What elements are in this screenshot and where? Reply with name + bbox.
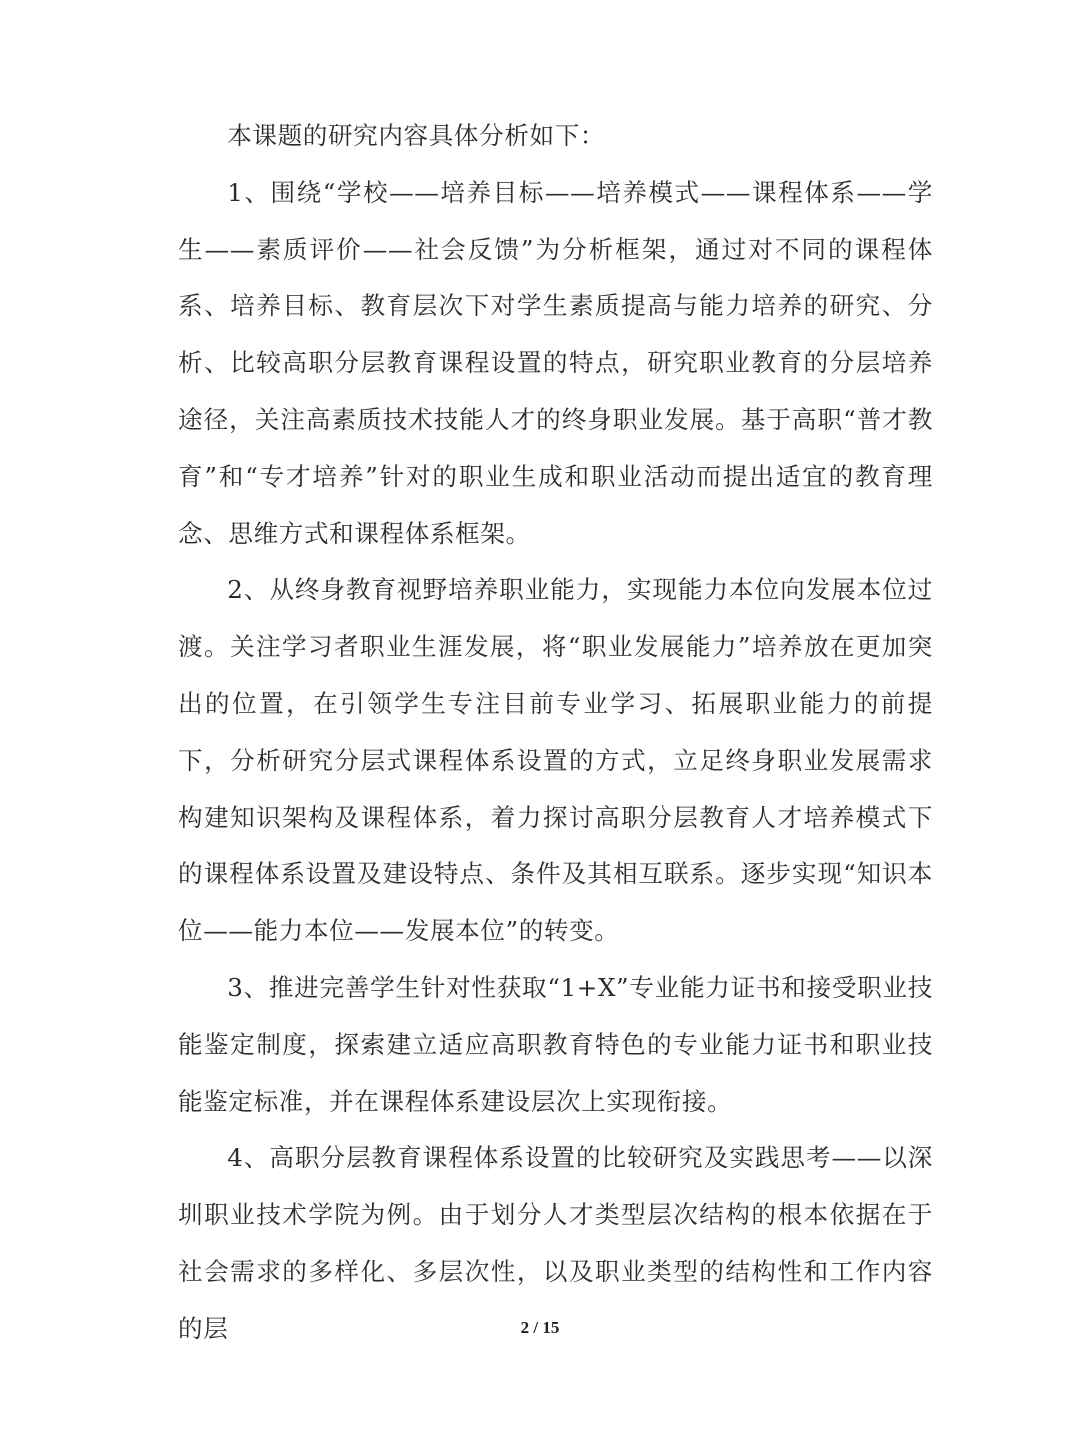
paragraph-intro: 本课题的研究内容具体分析如下： (227, 121, 606, 150)
paragraph-item-2: 2、从终身教育视野培养职业能力，实现能力本位向发展本位过渡。关注学习者职业生涯发展，将“职业发展能力”培养放在更加突出的位置，在引领学生专注目前专业学习、拓展职业能力的前提下，分析研究分层式课程体系设置的方式，立足终身职业发展需求构建知识架构及课程体系，着力探讨高职分层教育人才培养模式下的课程体系设置及建设特点、条件及其相互联系。逐步实现“知识本位——能力本位——发展本位”的转变。 (178, 575, 933, 946)
paragraph-item-1: 1、围绕“学校——培养目标——培养模式——课程体系——学生——素质评价——社会反馈”为分析框架，通过对不同的课程体系、培养目标、教育层次下对学生素质提高与能力培养的研究、分析、比较高职分层教育课程设置的特点，研究职业教育的分层培养途径，关注高素质技术技能人才的终身职业发展。基于高职“普才教育”和“专才培养”针对的职业生成和职业活动而提出适宜的教育理念、思维方式和课程体系框架。 (178, 177, 933, 548)
document-body (178, 108, 933, 1358)
page-number: 2 / 15 (520, 1318, 560, 1337)
paragraph-item-3: 3、推进完善学生针对性获取“1+X”专业能力证书和接受职业技能鉴定制度，探索建立适应高职教育特色的专业能力证书和职业技能鉴定标准，并在课程体系建设层次上实现衔接。 (178, 972, 933, 1116)
paragraph-item-4: 4、高职分层教育课程体系设置的比较研究及实践思考——以深圳职业技术学院为例。由于划分人才类型层次结构的根本依据在于社会需求的多样化、多层次性，以及职业类型的结构性和工作内容的层 (178, 1143, 933, 1343)
